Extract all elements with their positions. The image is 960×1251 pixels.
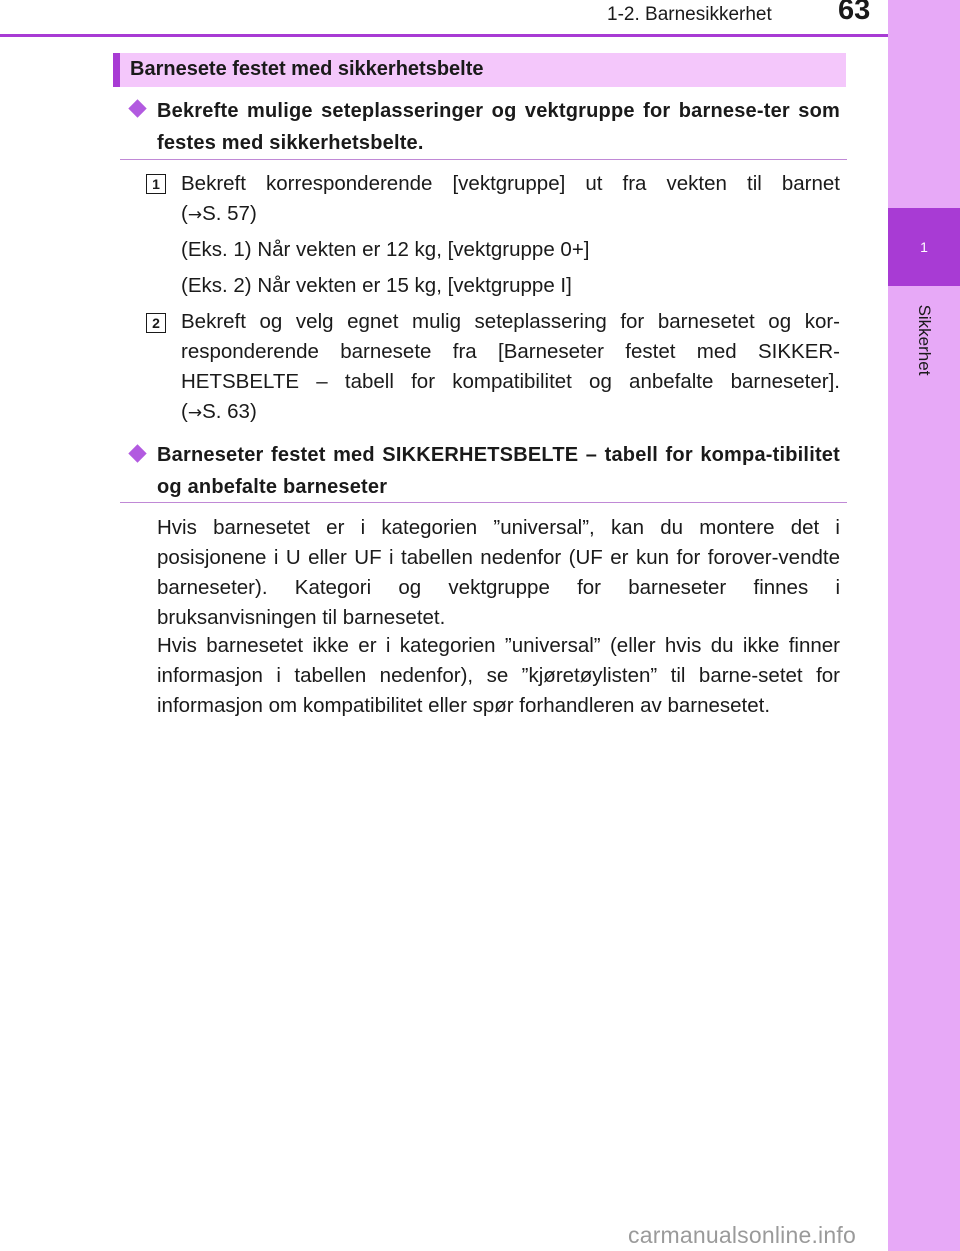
body-paragraph-2: Hvis barnesetet ikke er i kategorien ”universal” (eller hvis du ikke finner informasjon i tabellen nedenfor), se ”kjøretøylisten” til barne-setet for informasjon om kompatibilitet eller spør forhandleren av barnesetet. bbox=[157, 634, 840, 717]
chapter-side-tab bbox=[888, 0, 960, 1251]
chapter-number: 1 bbox=[920, 239, 928, 255]
step-number-badge: 1 bbox=[146, 174, 166, 194]
page-reference-link[interactable]: S. 57) bbox=[202, 202, 257, 225]
subsection-heading-1: Bekrefte mulige seteplasseringer og vektgruppe for barnese-ter som festes med sikkerhetsbelte. bbox=[157, 100, 840, 154]
step-1-text: Bekreft korresponderende [vektgruppe] ut fra vekten til barnet bbox=[181, 172, 840, 195]
diamond-bullet-icon bbox=[128, 444, 146, 462]
arrow-right-icon: → bbox=[187, 205, 203, 225]
example-1: (Eks. 1) Når vekten er 12 kg, [vektgruppe 0+] bbox=[181, 238, 590, 261]
running-header-title: 1-2. Barnesikkerhet bbox=[607, 4, 772, 25]
step-2-text: Bekreft og velg egnet mulig seteplassering for barnesetet og kor-responderende barnesete fra [Barneseter festet med SIKKER-HETSBELTE – tabell for kompatibilitet og anbefalte barneseter]. bbox=[181, 310, 840, 393]
step-2-reference bbox=[181, 397, 257, 428]
body-paragraph-1: Hvis barnesetet er i kategorien ”universal”, kan du montere det i posisjonene i U eller UF i tabellen nedenfor (UF er kun for forover-vendte barneseter). Kategori og vektgruppe for barneseter finnes i bruksanvisningen til barnesetet. bbox=[157, 516, 840, 629]
subsection-heading-2: Barneseter festet med SIKKERHETSBELTE – tabell for kompa-tibilitet og anbefalte barneseter bbox=[157, 444, 840, 498]
page-number: 63 bbox=[838, 0, 871, 26]
heading-rule-1 bbox=[120, 159, 847, 160]
heading-rule-2 bbox=[120, 502, 847, 503]
watermark: carmanualsonline.info bbox=[628, 1222, 856, 1248]
diamond-bullet-icon bbox=[128, 99, 146, 117]
section-title: Barnesete festet med sikkerhetsbelte bbox=[130, 58, 484, 80]
header-rule bbox=[0, 34, 888, 37]
page-reference-link[interactable]: S. 63) bbox=[202, 400, 257, 423]
ref-open-paren: ( bbox=[181, 400, 188, 423]
example-2: (Eks. 2) Når vekten er 15 kg, [vektgruppe I] bbox=[181, 274, 572, 297]
ref-open-paren: ( bbox=[181, 202, 188, 225]
arrow-right-icon: → bbox=[187, 403, 203, 423]
step-number-badge: 2 bbox=[146, 313, 166, 333]
chapter-number-tab bbox=[888, 208, 960, 286]
step-1-reference bbox=[181, 199, 257, 230]
chapter-label: Sikkerhet bbox=[915, 304, 934, 376]
